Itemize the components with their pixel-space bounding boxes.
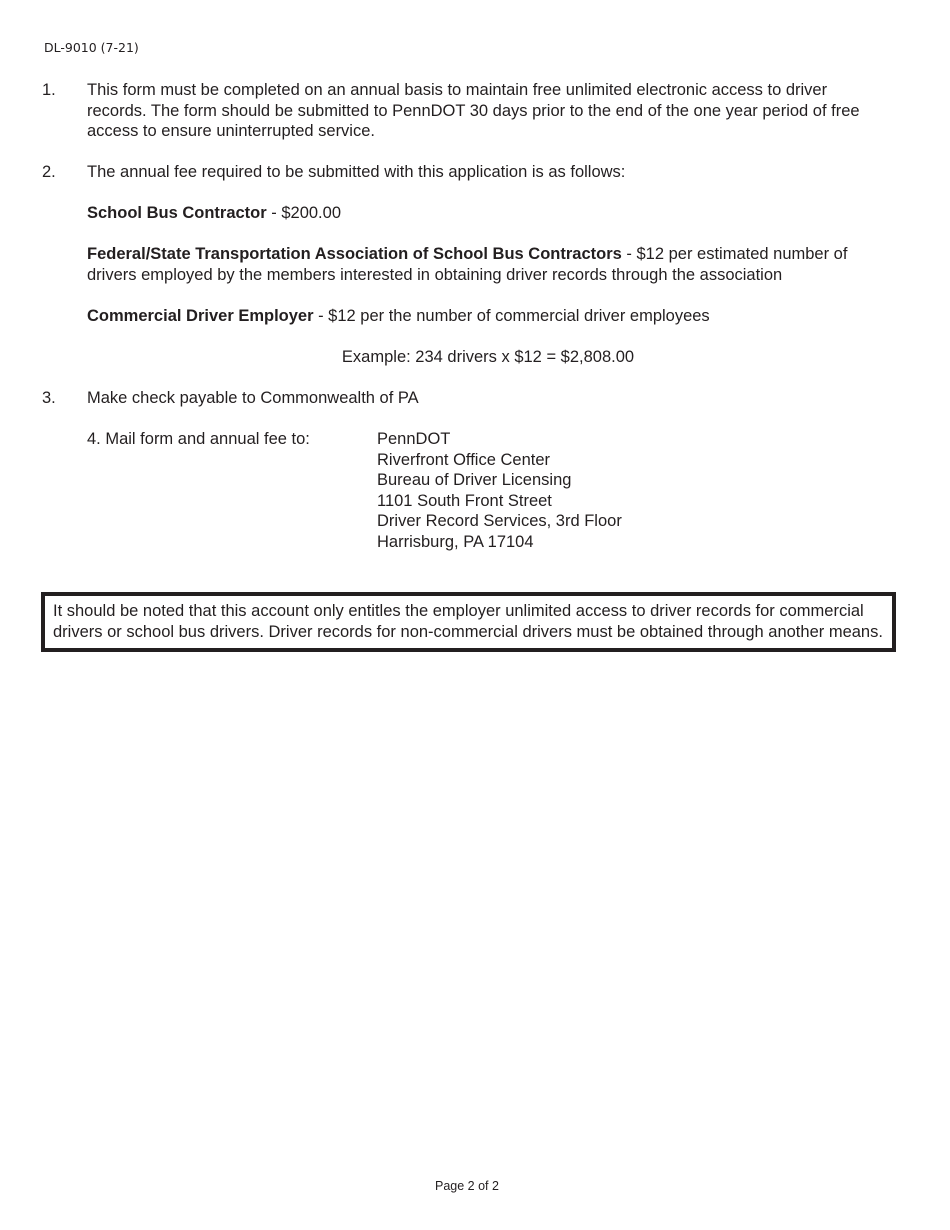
item-number-3: 3. [42,389,56,407]
fee-commercial [87,306,877,327]
address-line: Riverfront Office Center [377,450,551,469]
fee-school-bus [87,203,877,224]
address-line: Harrisburg, PA 17104 [377,532,534,551]
fee-commercial-label: Commercial Driver Employer [87,307,314,325]
item-number-2: 2. [42,163,56,181]
address-line: Driver Record Services, 3rd Floor [377,512,622,531]
address-line: Bureau of Driver Licensing [377,471,572,490]
address-line: 1101 South Front Street [377,491,552,510]
mail-label: 4. Mail form and annual fee to: [87,430,310,448]
form-number: DL-9010 (7-21) [44,40,139,55]
item-text-1: This form must be completed on an annual basis to maintain free unlimited electronic access to driver records. The form should be submitted to PennDOT 30 days prior to the end of the one year period of free access to ensure uninterrupted service. [87,81,860,140]
fee-example: Example: 234 drivers x $12 = $2,808.00 [341,348,635,366]
item-text-2: The annual fee required to be submitted with this application is as follows: [87,163,626,181]
mailing-address [377,429,622,553]
item-text-3: Make check payable to Commonwealth of PA [87,389,419,407]
notice-box: It should be noted that this account only entitles the employer unlimited access to driver records for commercial drivers or school bus drivers. Driver records for non-commercial drivers must be obtained through another means. [41,592,896,652]
address-line: PennDOT [377,430,451,448]
fee-school-bus-label: School Bus Contractor [87,204,267,222]
fee-association-label: Federal/State Transportation Association of School Bus Contractors [87,245,622,263]
fee-association [87,244,877,285]
fee-school-bus-detail: - $200.00 [266,204,341,222]
fee-commercial-detail: - $12 per the number of commercial driver employees [313,307,710,325]
item-number-1: 1. [42,81,56,99]
page-number: Page 2 of 2 [435,1179,499,1193]
fee-association-detail: - $12 per estimated number of drivers employed by the members interested in obtaining driver records through the association [87,245,848,284]
